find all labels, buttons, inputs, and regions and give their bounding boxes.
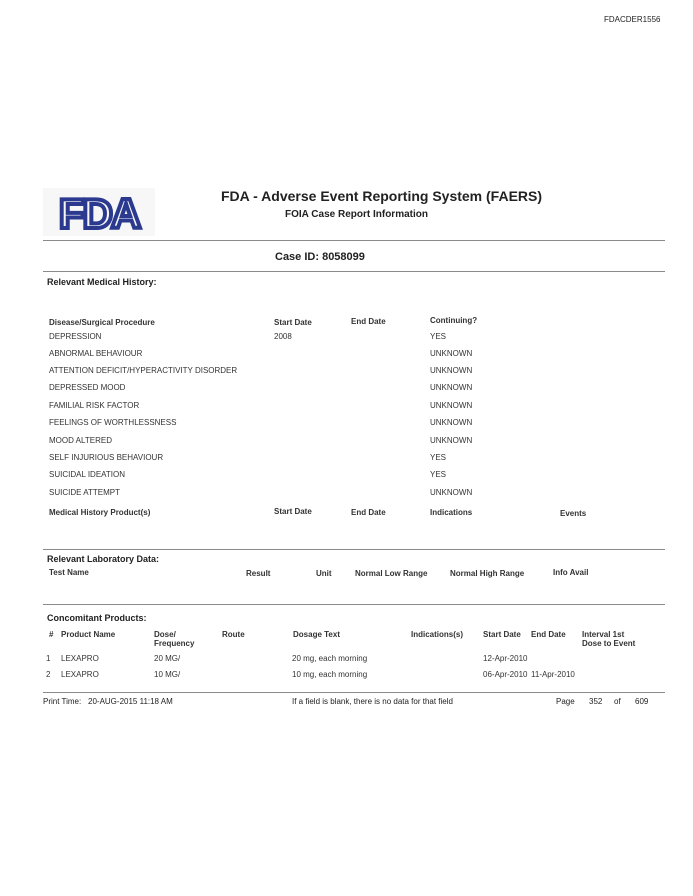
history-start-date: 2008 <box>274 332 292 341</box>
col-disease: Disease/Surgical Procedure <box>49 318 155 327</box>
of-label: of <box>614 697 621 706</box>
col-route: Route <box>222 630 245 639</box>
product-dosage-text: 20 mg, each morning <box>292 654 368 663</box>
col-end-date: End Date <box>351 317 386 326</box>
product-name: LEXAPRO <box>61 670 99 679</box>
history-continuing: YES <box>430 332 447 341</box>
print-time: 20-AUG-2015 11:18 AM <box>88 697 173 706</box>
col-test-name: Test Name <box>49 568 89 577</box>
history-disease: ABNORMAL BEHAVIOUR <box>49 349 143 358</box>
divider <box>43 692 665 693</box>
col-continuing: Continuing? <box>430 316 478 325</box>
history-continuing: UNKNOWN <box>430 401 473 410</box>
fda-logo <box>43 188 155 236</box>
col-indications: Indications <box>430 508 473 517</box>
document-code: FDACDER1556 <box>604 15 661 24</box>
history-disease: FEELINGS OF WORTHLESSNESS <box>49 418 177 427</box>
lab-data-title: Relevant Laboratory Data: <box>47 554 160 564</box>
col-interval: Interval 1st <box>582 630 625 639</box>
col-events: Events <box>560 509 587 518</box>
history-continuing: UNKNOWN <box>430 383 473 392</box>
concomitant-title: Concomitant Products: <box>47 613 147 623</box>
history-continuing: UNKNOWN <box>430 349 473 358</box>
col-normal-high: Normal High Range <box>450 569 525 578</box>
report-title: FDA - Adverse Event Reporting System (FAERS) <box>221 188 543 204</box>
col-dose: Dose/ <box>154 630 176 639</box>
history-continuing: UNKNOWN <box>430 366 473 375</box>
product-number: 1 <box>46 654 51 663</box>
page-number: 352 <box>589 697 603 706</box>
divider <box>43 240 665 241</box>
col-frequency: Frequency <box>154 639 195 648</box>
col-history-product: Medical History Product(s) <box>49 508 151 517</box>
divider <box>43 549 665 550</box>
col-product-start: Start Date <box>274 507 312 516</box>
col-start: Start Date <box>483 630 521 639</box>
col-end: End Date <box>531 630 566 639</box>
product-name: LEXAPRO <box>61 654 99 663</box>
col-info-avail: Info Avail <box>553 568 589 577</box>
col-unit: Unit <box>316 569 332 578</box>
col-normal-low: Normal Low Range <box>355 569 428 578</box>
medical-history-title: Relevant Medical History: <box>47 277 157 287</box>
case-id: Case ID: 8058099 <box>275 251 365 263</box>
product-start-date: 12-Apr-2010 <box>483 654 528 663</box>
product-dosage-text: 10 mg, each morning <box>292 670 368 679</box>
divider <box>43 604 665 605</box>
history-disease: SUICIDAL IDEATION <box>49 470 126 479</box>
print-time-label: Print Time: <box>43 697 82 706</box>
col-dose-to-event: Dose to Event <box>582 639 636 648</box>
history-continuing: UNKNOWN <box>430 436 473 445</box>
col-indications: Indications(s) <box>411 630 464 639</box>
history-disease: SELF INJURIOUS BEHAVIOUR <box>49 453 164 462</box>
product-number: 2 <box>46 670 51 679</box>
page-label: Page <box>556 697 575 706</box>
history-disease: SUICIDE ATTEMPT <box>49 488 120 497</box>
history-disease: DEPRESSED MOOD <box>49 383 126 392</box>
history-continuing: UNKNOWN <box>430 418 473 427</box>
history-continuing: YES <box>430 470 447 479</box>
col-product-end: End Date <box>351 508 386 517</box>
history-continuing: YES <box>430 453 447 462</box>
history-disease: MOOD ALTERED <box>49 436 112 445</box>
product-dose: 10 MG/ <box>154 670 181 679</box>
col-start-date: Start Date <box>274 318 312 327</box>
fda-logo-text: FDA <box>58 190 140 236</box>
history-disease: ATTENTION DEFICIT/HYPERACTIVITY DISORDER <box>49 366 238 375</box>
history-disease: DEPRESSION <box>49 332 102 341</box>
divider <box>43 271 665 272</box>
history-disease: FAMILIAL RISK FACTOR <box>49 401 140 410</box>
product-end-date: 11-Apr-2010 <box>531 670 575 679</box>
page-total: 609 <box>635 697 649 706</box>
col-dosage-text: Dosage Text <box>293 630 340 639</box>
col-product-name: Product Name <box>61 630 116 639</box>
col-number: # <box>49 630 54 639</box>
product-start-date: 06-Apr-2010 <box>483 670 528 679</box>
col-result: Result <box>246 569 271 578</box>
product-dose: 20 MG/ <box>154 654 181 663</box>
report-subtitle: FOIA Case Report Information <box>285 209 428 220</box>
blank-field-note: If a field is blank, there is no data for that field <box>292 697 453 706</box>
history-continuing: UNKNOWN <box>430 488 473 497</box>
